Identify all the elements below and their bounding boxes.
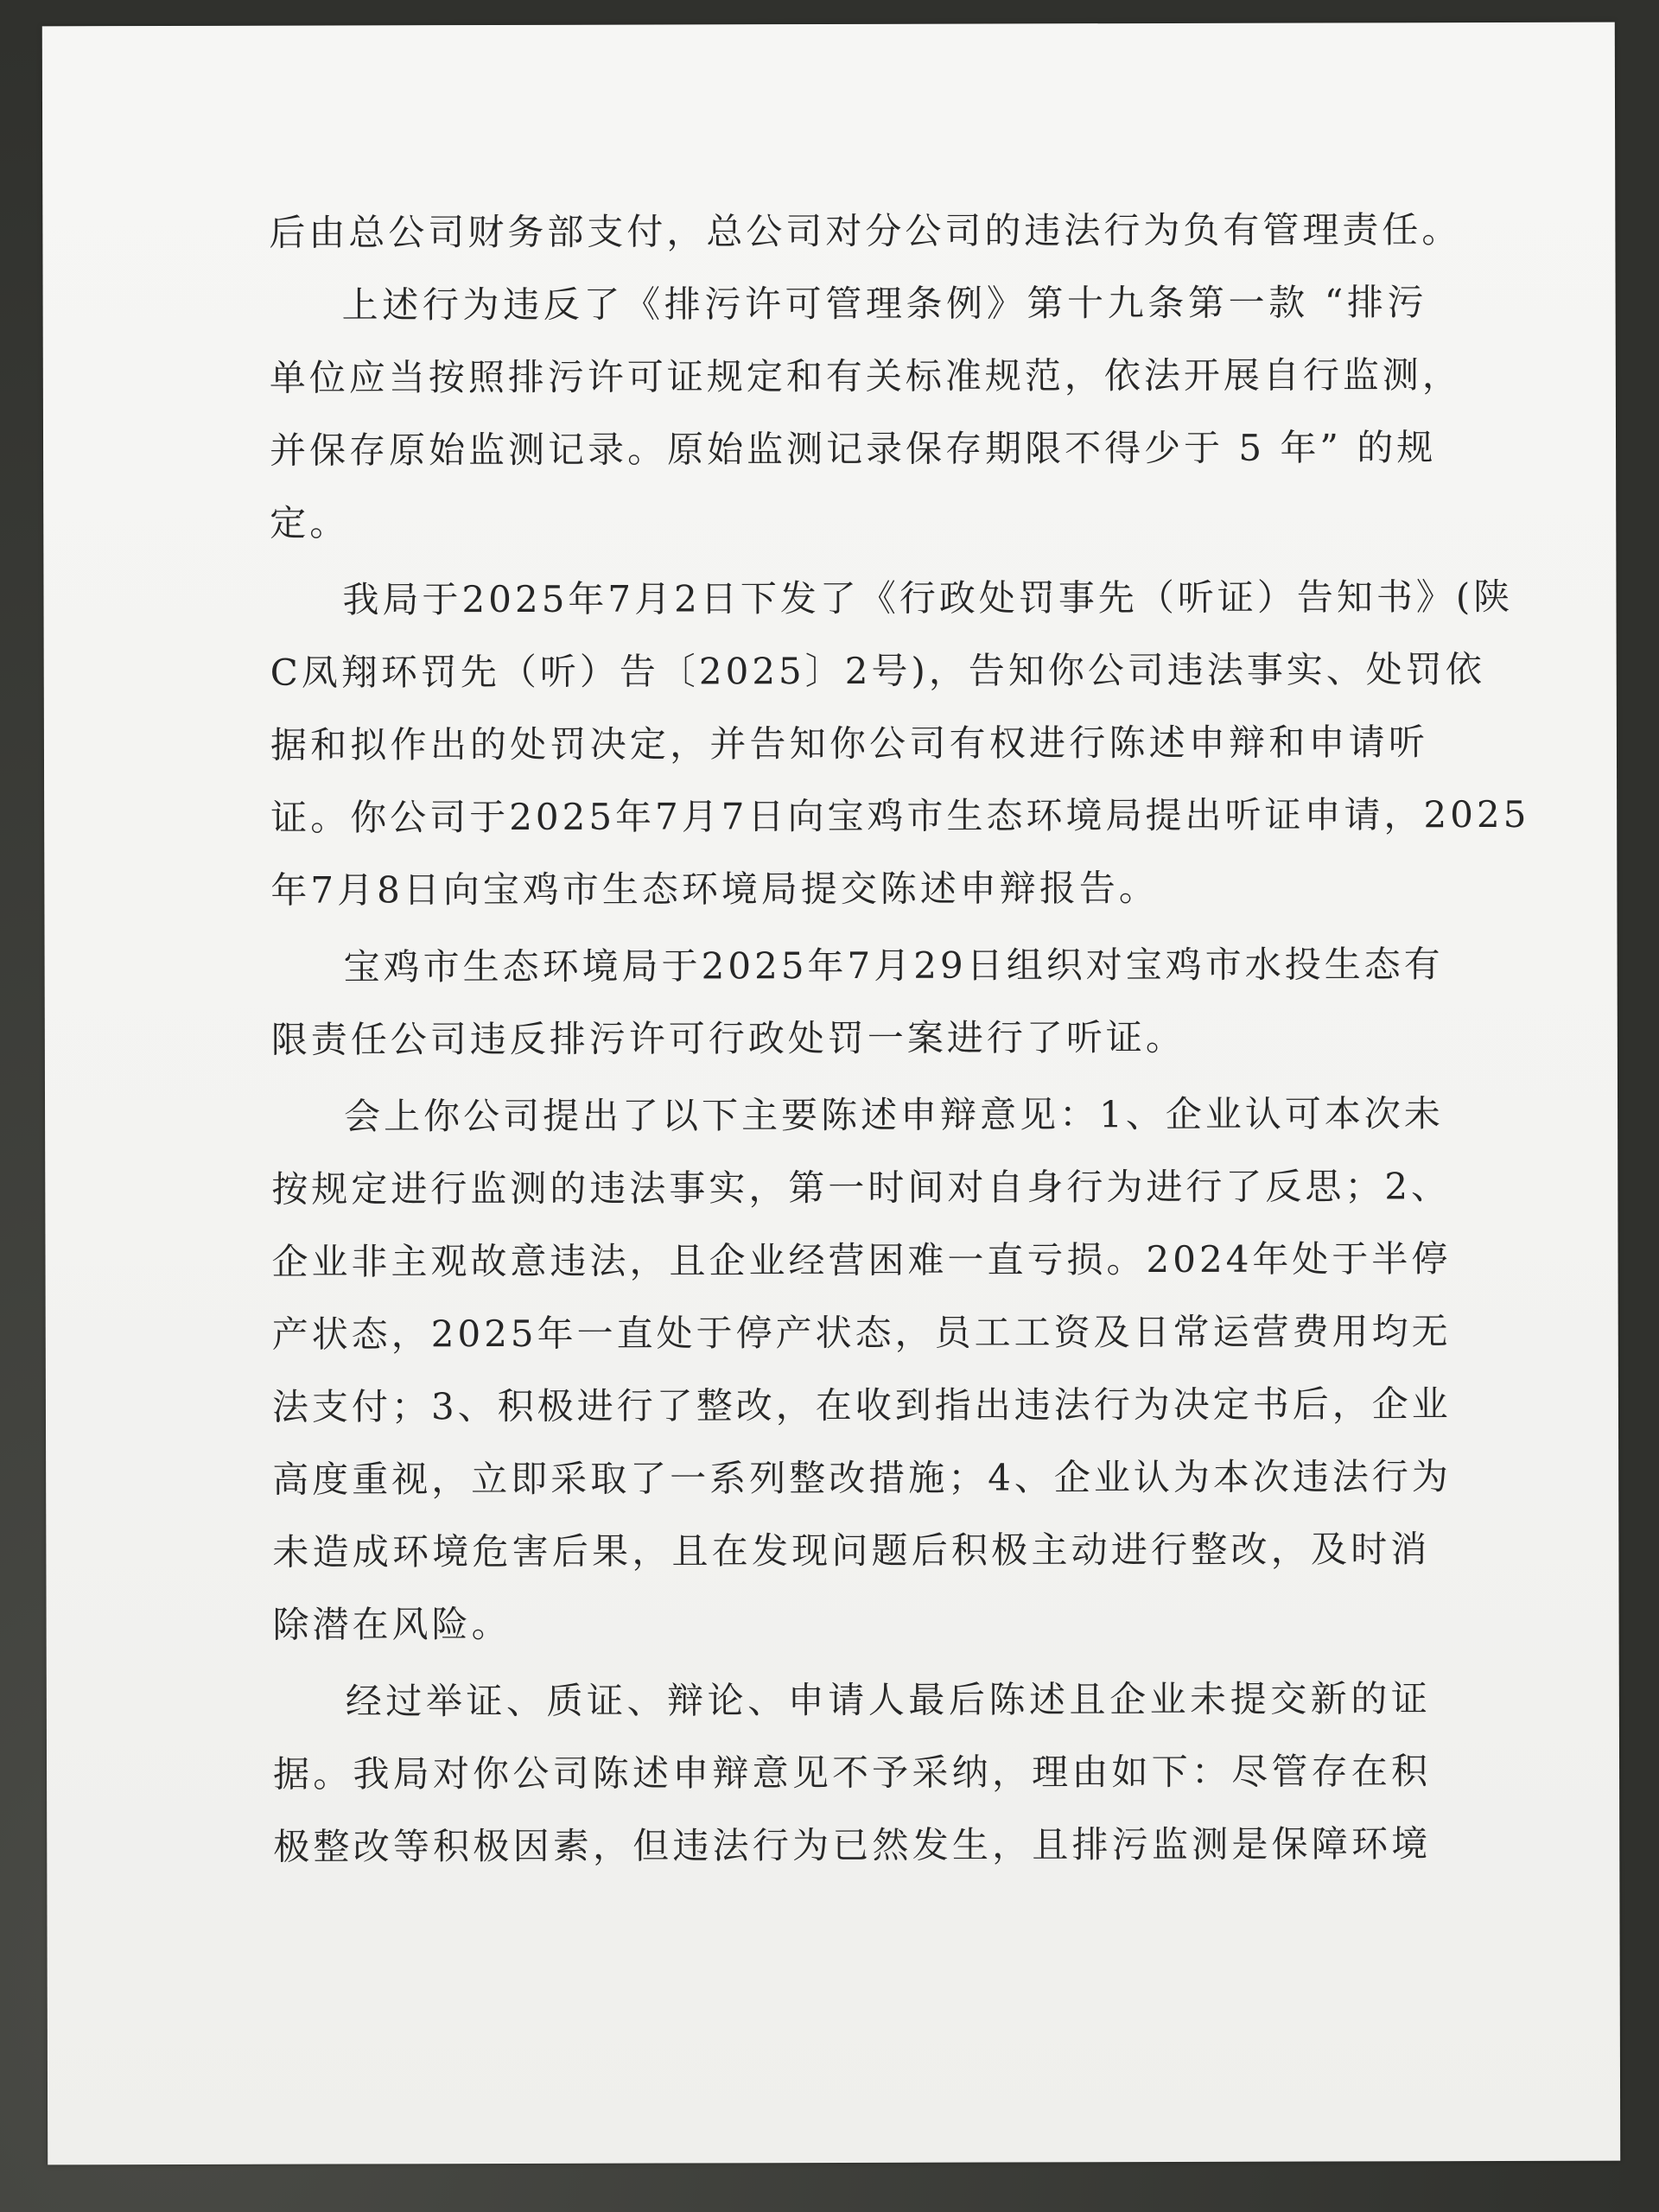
text-line: 单位应当按照排污许可证规定和有关标准规范，依法开展自行监测，: [269, 353, 1462, 399]
text-line: 据。我局对你公司陈述申辩意见不予采纳，理由如下：尽管存在积: [272, 1750, 1432, 1796]
text-line: 按规定进行监测的违法事实，第一时间对自身行为进行了反思；2、: [271, 1165, 1452, 1211]
text-line: 极整改等积极因素，但违法行为已然发生，且排污监测是保障环境: [273, 1822, 1432, 1868]
text-line: 据和拟作出的处罚决定，并告知你公司有权进行陈述申辩和申请听: [270, 721, 1429, 766]
text-line: 并保存原始监测记录。原始监测记录保存期限不得少于 5 年” 的规: [269, 426, 1437, 472]
text-line: 企业非主观故意违法，且企业经营困难一直亏损。2024年处于半停: [271, 1237, 1452, 1283]
text-line: 年7月8日向宝鸡市生态环境局提交陈述申辩报告。: [270, 867, 1159, 912]
text-line: 限责任公司违反排污许可行政处罚一案进行了听证。: [270, 1015, 1185, 1061]
text-line: 未造成环境危害后果，且在发现问题后积极主动进行整改，及时消: [272, 1528, 1431, 1573]
text-line: 法支付；3、积极进行了整改，在收到指出违法行为决定书后，企业: [271, 1382, 1452, 1428]
text-line: 除潜在风险。: [272, 1602, 512, 1646]
text-line: 会上你公司提出了以下主要陈述申辩意见：1、企业认可本次未: [344, 1092, 1444, 1138]
document-page: [42, 22, 1620, 2165]
text-line: 证。你公司于2025年7月7日向宝鸡市生态环境局提出听证申请，2025: [270, 792, 1530, 839]
text-line: 上述行为违反了《排污许可管理条例》第十九条第一款 “排污: [341, 281, 1427, 327]
text-line: 产状态，2025年一直处于停产状态，员工工资及日常运营费用均无: [271, 1310, 1452, 1356]
text-line: 我局于2025年7月2日下发了《行政处罚事先（听证）告知书》(陕: [342, 575, 1514, 621]
text-line: C凤翔环罚先（听）告〔2025〕2号)，告知你公司违法事实、处罚依: [270, 648, 1485, 694]
text-line: 经过举证、质证、辩论、申请人最后陈述且企业未提交新的证: [345, 1677, 1431, 1723]
text-line: 宝鸡市生态环境局于2025年7月29日组织对宝鸡市水投生态有: [343, 943, 1444, 988]
text-line: 高度重视，立即采取了一系列整改措施；4、企业认为本次违法行为: [272, 1455, 1452, 1501]
text-line: 后由总公司财务部支付，总公司对分公司的违法行为负有管理责任。: [269, 208, 1462, 254]
text-line: 定。: [270, 501, 350, 544]
